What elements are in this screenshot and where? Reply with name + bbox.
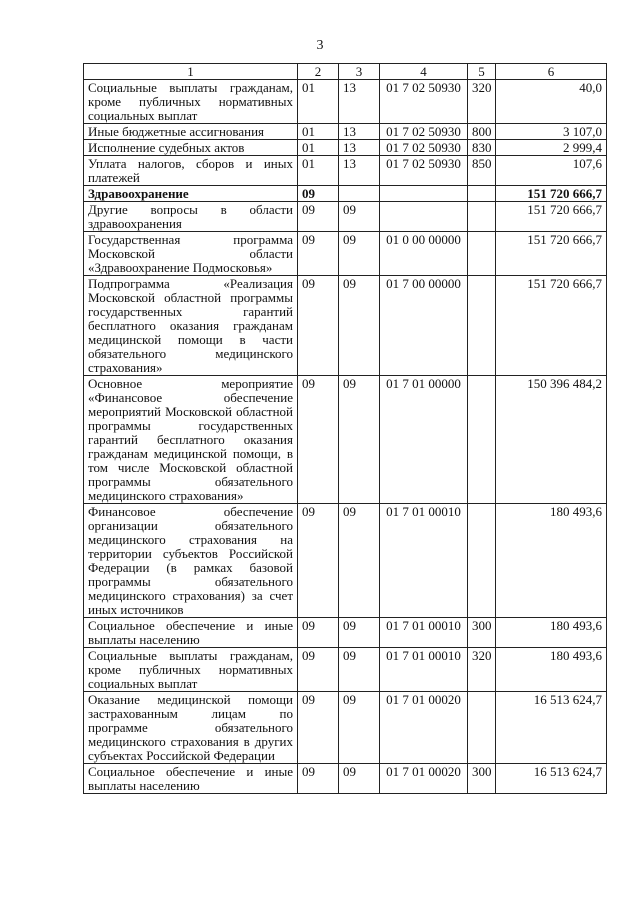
cell-name: Другие вопросы в области здравоохранения xyxy=(84,202,298,232)
cell-subsection: 09 xyxy=(339,618,380,648)
cell-amount: 151 720 666,7 xyxy=(496,202,607,232)
cell-target-article: 01 7 00 00000 xyxy=(380,276,468,376)
cell-subsection: 09 xyxy=(339,276,380,376)
table-row xyxy=(84,124,607,140)
cell-target-article: 01 0 00 00000 xyxy=(380,232,468,276)
cell-section: 01 xyxy=(298,140,339,156)
cell-target-article: 01 7 01 00010 xyxy=(380,618,468,648)
cell-name: Социальные выплаты гражданам, кроме публичных нормативных социальных выплат xyxy=(84,648,298,692)
table-row xyxy=(84,276,607,376)
cell-expense-type: 830 xyxy=(468,140,496,156)
cell-section: 09 xyxy=(298,764,339,794)
cell-name: Иные бюджетные ассигнования xyxy=(84,124,298,140)
cell-expense-type: 300 xyxy=(468,764,496,794)
cell-section: 01 xyxy=(298,80,339,124)
cell-subsection: 13 xyxy=(339,140,380,156)
table-body xyxy=(84,80,607,794)
cell-amount: 107,6 xyxy=(496,156,607,186)
cell-section: 09 xyxy=(298,648,339,692)
cell-subsection: 09 xyxy=(339,764,380,794)
cell-name: Здравоохранение xyxy=(84,186,298,202)
cell-section: 09 xyxy=(298,202,339,232)
cell-expense-type xyxy=(468,504,496,618)
cell-target-article: 01 7 02 50930 xyxy=(380,156,468,186)
cell-amount: 16 513 624,7 xyxy=(496,764,607,794)
cell-expense-type: 850 xyxy=(468,156,496,186)
cell-amount: 180 493,6 xyxy=(496,504,607,618)
cell-subsection: 09 xyxy=(339,232,380,276)
cell-name: Социальные выплаты гражданам, кроме публичных нормативных социальных выплат xyxy=(84,80,298,124)
cell-expense-type xyxy=(468,276,496,376)
table-row xyxy=(84,618,607,648)
cell-section: 09 xyxy=(298,618,339,648)
cell-name: Основное мероприятие «Финансовое обеспечение мероприятий Московской областной программы государственных гарантий бесплатного оказания гражданам медицинской помощи, в том числе Московской областной программы обязательного медицинского страхования» xyxy=(84,376,298,504)
cell-subsection: 13 xyxy=(339,80,380,124)
table-row xyxy=(84,80,607,124)
cell-amount: 151 720 666,7 xyxy=(496,276,607,376)
cell-expense-type: 320 xyxy=(468,80,496,124)
cell-name: Исполнение судебных актов xyxy=(84,140,298,156)
table-header xyxy=(84,64,607,80)
cell-target-article: 01 7 01 00020 xyxy=(380,764,468,794)
cell-amount: 151 720 666,7 xyxy=(496,232,607,276)
cell-target-article: 01 7 02 50930 xyxy=(380,80,468,124)
cell-name: Социальное обеспечение и иные выплаты населению xyxy=(84,764,298,794)
cell-name: Социальное обеспечение и иные выплаты населению xyxy=(84,618,298,648)
budget-table xyxy=(83,63,607,794)
header-cell-name: 1 xyxy=(84,64,298,80)
cell-amount: 151 720 666,7 xyxy=(496,186,607,202)
cell-subsection: 09 xyxy=(339,648,380,692)
table-row xyxy=(84,202,607,232)
cell-expense-type: 800 xyxy=(468,124,496,140)
cell-expense-type xyxy=(468,186,496,202)
table-row xyxy=(84,764,607,794)
cell-amount: 2 999,4 xyxy=(496,140,607,156)
cell-amount: 40,0 xyxy=(496,80,607,124)
table-row xyxy=(84,232,607,276)
cell-expense-type xyxy=(468,232,496,276)
cell-section: 01 xyxy=(298,124,339,140)
table-row xyxy=(84,186,607,202)
cell-target-article: 01 7 01 00010 xyxy=(380,648,468,692)
table-row xyxy=(84,156,607,186)
cell-section: 09 xyxy=(298,232,339,276)
cell-name: Оказание медицинской помощи застрахованным лицам по программе обязательного медицинского страхования в других субъектах Российской Федерации xyxy=(84,692,298,764)
cell-target-article xyxy=(380,186,468,202)
table-row xyxy=(84,140,607,156)
header-cell-subsection: 3 xyxy=(339,64,380,80)
header-cell-target-article: 4 xyxy=(380,64,468,80)
cell-target-article xyxy=(380,202,468,232)
cell-target-article: 01 7 01 00020 xyxy=(380,692,468,764)
table-row xyxy=(84,376,607,504)
cell-name: Подпрограмма «Реализация Московской областной программы государственных гарантий бесплатного оказания гражданам медицинской помощи в части обязательного медицинского страхования» xyxy=(84,276,298,376)
table-row xyxy=(84,692,607,764)
page-number: 3 xyxy=(316,38,324,53)
cell-amount: 150 396 484,2 xyxy=(496,376,607,504)
cell-section: 09 xyxy=(298,692,339,764)
header-row xyxy=(84,64,607,80)
cell-section: 09 xyxy=(298,186,339,202)
header-cell-expense-type: 5 xyxy=(468,64,496,80)
cell-expense-type xyxy=(468,376,496,504)
table-row xyxy=(84,648,607,692)
cell-amount: 180 493,6 xyxy=(496,648,607,692)
cell-subsection: 09 xyxy=(339,504,380,618)
cell-section: 01 xyxy=(298,156,339,186)
table-row xyxy=(84,504,607,618)
cell-subsection: 13 xyxy=(339,156,380,186)
cell-subsection: 09 xyxy=(339,376,380,504)
cell-subsection: 13 xyxy=(339,124,380,140)
cell-amount: 16 513 624,7 xyxy=(496,692,607,764)
cell-section: 09 xyxy=(298,276,339,376)
cell-expense-type: 320 xyxy=(468,648,496,692)
cell-name: Государственная программа Московской области «Здравоохранение Подмосковья» xyxy=(84,232,298,276)
cell-target-article: 01 7 02 50930 xyxy=(380,140,468,156)
cell-amount: 180 493,6 xyxy=(496,618,607,648)
cell-expense-type xyxy=(468,692,496,764)
cell-target-article: 01 7 01 00010 xyxy=(380,504,468,618)
cell-section: 09 xyxy=(298,504,339,618)
cell-subsection: 09 xyxy=(339,202,380,232)
cell-name: Уплата налогов, сборов и иных платежей xyxy=(84,156,298,186)
cell-subsection xyxy=(339,186,380,202)
cell-expense-type: 300 xyxy=(468,618,496,648)
cell-name: Финансовое обеспечение организации обязательного медицинского страхования на территории субъектов Российской Федерации (в рамках базовой программы обязательного медицинского страхования) за счет иных источников xyxy=(84,504,298,618)
cell-target-article: 01 7 01 00000 xyxy=(380,376,468,504)
cell-subsection: 09 xyxy=(339,692,380,764)
header-cell-section: 2 xyxy=(298,64,339,80)
header-cell-amount: 6 xyxy=(496,64,607,80)
cell-section: 09 xyxy=(298,376,339,504)
cell-amount: 3 107,0 xyxy=(496,124,607,140)
cell-target-article: 01 7 02 50930 xyxy=(380,124,468,140)
cell-expense-type xyxy=(468,202,496,232)
